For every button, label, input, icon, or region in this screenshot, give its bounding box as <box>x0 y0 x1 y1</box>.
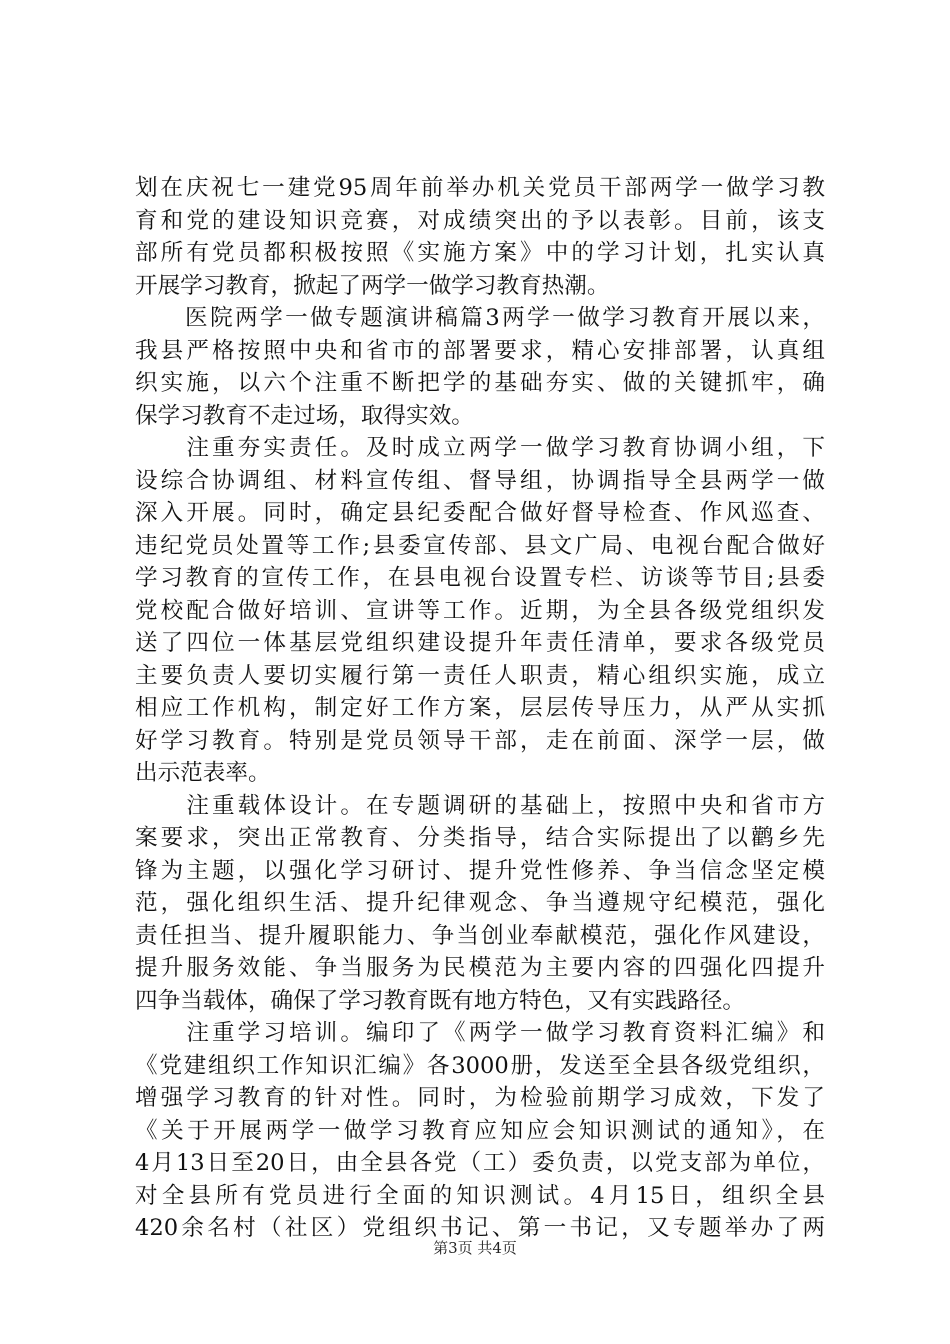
document-body <box>135 172 825 1245</box>
text-line: 注重学习培训。编印了《两学一做学习教育资料汇编》和 <box>135 1020 825 1046</box>
text-line: 责任担当、提升履职能力、争当创业奉献模范，强化作风建设， <box>135 922 825 949</box>
text-line: 违纪党员处置等工作;县委宣传部、县文广局、电视台配合做好 <box>135 532 825 559</box>
text-line: 好学习教育。特别是党员领导干部，走在前面、深学一层，做 <box>135 727 825 754</box>
text-line: 420余名村（社区）党组织书记、第一书记，又专题举办了两 <box>135 1215 825 1241</box>
text-line: 对全县所有党员进行全面的知识测试。4月15日，组织全县 <box>135 1182 825 1209</box>
text-line: 注重夯实责任。及时成立两学一做学习教育协调小组，下 <box>135 435 825 461</box>
text-line: 部所有党员都积极按照《实施方案》中的学习计划，扎实认真 <box>135 240 825 266</box>
text-line: 锋为主题，以强化学习研讨、提升党性修养、争当信念坚定模 <box>135 857 825 884</box>
text-line: 育和党的建设知识竞赛，对成绩突出的予以表彰。目前，该支 <box>135 207 825 234</box>
text-line: 深入开展。同时，确定县纪委配合做好督导检查、作风巡查、 <box>135 500 825 526</box>
text-line: 出示范表率。 <box>135 760 271 786</box>
text-line: 医院两学一做专题演讲稿篇3两学一做学习教育开展以来， <box>135 305 825 331</box>
text-line: 四争当载体，确保了学习教育既有地方特色，又有实践路径。 <box>135 987 746 1014</box>
text-line: 《党建组织工作知识汇编》各3000册，发送至全县各级党组织， <box>135 1052 825 1079</box>
text-line: 提升服务效能、争当服务为民模范为主要内容的四强化四提升 <box>135 955 825 981</box>
text-line: 开展学习教育，掀起了两学一做学习教育热潮。 <box>135 272 610 299</box>
text-line: 送了四位一体基层党组织建设提升年责任清单，要求各级党员 <box>135 630 825 656</box>
text-line: 设综合协调组、材料宣传组、督导组，协调指导全县两学一做 <box>135 467 825 494</box>
text-line: 注重载体设计。在专题调研的基础上，按照中央和省市方 <box>135 792 825 819</box>
text-line: 保学习教育不走过场，取得实效。 <box>135 402 474 429</box>
text-line: 学习教育的宣传工作，在县电视台设置专栏、访谈等节目;县委 <box>135 565 825 591</box>
text-line: 划在庆祝七一建党95周年前举办机关党员干部两学一做学习教 <box>135 175 825 201</box>
text-line: 案要求，突出正常教育、分类指导，结合实际提出了以鹳乡先 <box>135 825 825 851</box>
text-line: 主要负责人要切实履行第一责任人职责，精心组织实施，成立 <box>135 662 825 689</box>
text-line: 范，强化组织生活、提升纪律观念、争当遵规守纪模范，强化 <box>135 890 825 916</box>
text-line: 我县严格按照中央和省市的部署要求，精心安排部署，认真组 <box>135 337 825 364</box>
text-line: 4月13日至20日，由全县各党（工）委负责，以党支部为单位， <box>135 1150 825 1176</box>
text-line: 相应工作机构，制定好工作方案，层层传导压力，从严从实抓 <box>135 695 825 721</box>
text-line: 党校配合做好培训、宣讲等工作。近期，为全县各级党组织发 <box>135 597 825 624</box>
text-line: 织实施，以六个注重不断把学的基础夯实、做的关键抓牢，确 <box>135 370 825 396</box>
text-line: 增强学习教育的针对性。同时，为检验前期学习成效，下发了 <box>135 1085 825 1111</box>
page-footer: 第3页 共4页 <box>433 1239 517 1257</box>
text-line: 《关于开展两学一做学习教育应知应会知识测试的通知》，在 <box>135 1117 825 1144</box>
